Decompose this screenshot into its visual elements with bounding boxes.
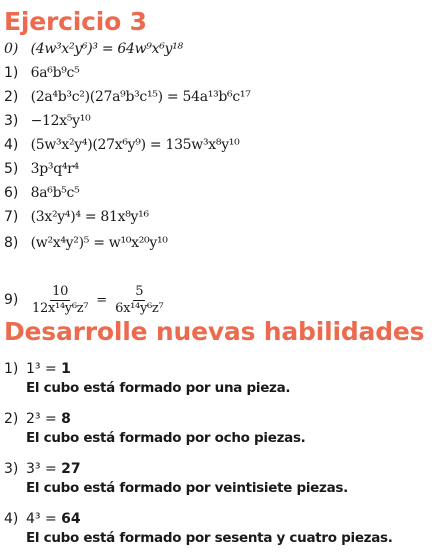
exercise-expression: (4w³x²y⁶)³ = 64w⁹x⁶y¹⁸ xyxy=(30,41,183,57)
exercise-row xyxy=(4,184,79,202)
exercise-expression: −12x⁵y¹⁰ xyxy=(30,113,91,129)
exercise-number: 9) xyxy=(4,292,19,308)
skill-number: 2) xyxy=(4,411,19,427)
heading-desarrolle-habilidades: Desarrolle nuevas habilidades xyxy=(4,317,425,346)
exercise-number: 4) xyxy=(4,137,19,153)
fraction-numerator: 5 xyxy=(135,284,144,299)
exercise-expression: 3p³q⁴r⁴ xyxy=(30,161,79,177)
exercise-expression: 6a⁶b⁹c⁵ xyxy=(30,65,80,81)
exercise-number: 8) xyxy=(4,235,19,251)
exercise-expression: (2a⁴b³c²)(27a⁹b³c¹⁵) = 54a¹³b⁶c¹⁷ xyxy=(30,89,251,105)
exercise-row xyxy=(4,136,239,154)
exercise-row xyxy=(4,88,251,106)
skill-number: 4) xyxy=(4,511,19,527)
skill-description: El cubo está formado por sesenta y cuatro piezas. xyxy=(26,530,393,546)
exercise-number: 6) xyxy=(4,185,19,201)
exercise-row xyxy=(4,234,168,252)
skill-result: 27 xyxy=(61,461,81,477)
exercise-number: 7) xyxy=(4,209,19,225)
skill-number: 3) xyxy=(4,461,19,477)
heading-ejercicio-3: Ejercicio 3 xyxy=(4,7,147,36)
exercise-row xyxy=(4,160,79,178)
exercise-row-fraction xyxy=(4,284,169,316)
skill-result: 1 xyxy=(61,361,71,377)
skill-description: El cubo está formado por una pieza. xyxy=(26,380,291,396)
exercise-number: 1) xyxy=(4,65,19,81)
exercise-expression: 8a⁶b⁵c⁵ xyxy=(30,185,80,201)
exercise-expression: (3x²y⁴)⁴ = 81x⁸y¹⁶ xyxy=(30,209,149,225)
skill-row xyxy=(4,360,71,378)
skill-power: 4³ = xyxy=(26,511,62,527)
exercise-number: 3) xyxy=(4,113,19,129)
skill-power: 1³ = xyxy=(26,361,62,377)
skill-power: 2³ = xyxy=(26,411,62,427)
skill-row xyxy=(4,510,81,528)
skill-description: El cubo está formado por ocho piezas. xyxy=(26,430,306,446)
fraction-right xyxy=(113,284,165,316)
exercise-row xyxy=(4,112,90,130)
exercise-number: 5) xyxy=(4,161,19,177)
fraction-left xyxy=(30,284,90,316)
skill-row xyxy=(4,410,71,428)
skill-row xyxy=(4,460,81,478)
fraction-numerator: 10 xyxy=(52,284,69,299)
skill-power: 3³ = xyxy=(26,461,62,477)
exercise-number: 0) xyxy=(4,41,19,57)
skill-result: 64 xyxy=(61,511,81,527)
exercise-row xyxy=(4,208,149,226)
skill-number: 1) xyxy=(4,361,19,377)
exercise-expression: (5w³x²y⁴)(27x⁶y⁹) = 135w³x⁸y¹⁰ xyxy=(30,137,240,153)
exercise-number: 2) xyxy=(4,89,19,105)
fraction-denominator: 12x¹⁴y⁶z⁷ xyxy=(32,301,89,316)
fraction-denominator: 6x¹⁴y⁶z⁷ xyxy=(115,301,164,316)
skill-description: El cubo está formado por veintisiete piezas. xyxy=(26,480,348,496)
exercise-row xyxy=(4,64,79,82)
exercise-row xyxy=(4,40,183,58)
equals-sign: = xyxy=(96,292,108,308)
skill-result: 8 xyxy=(61,411,71,427)
exercise-expression: (w²x⁴y²)⁵ = w¹⁰x²⁰y¹⁰ xyxy=(30,235,168,251)
